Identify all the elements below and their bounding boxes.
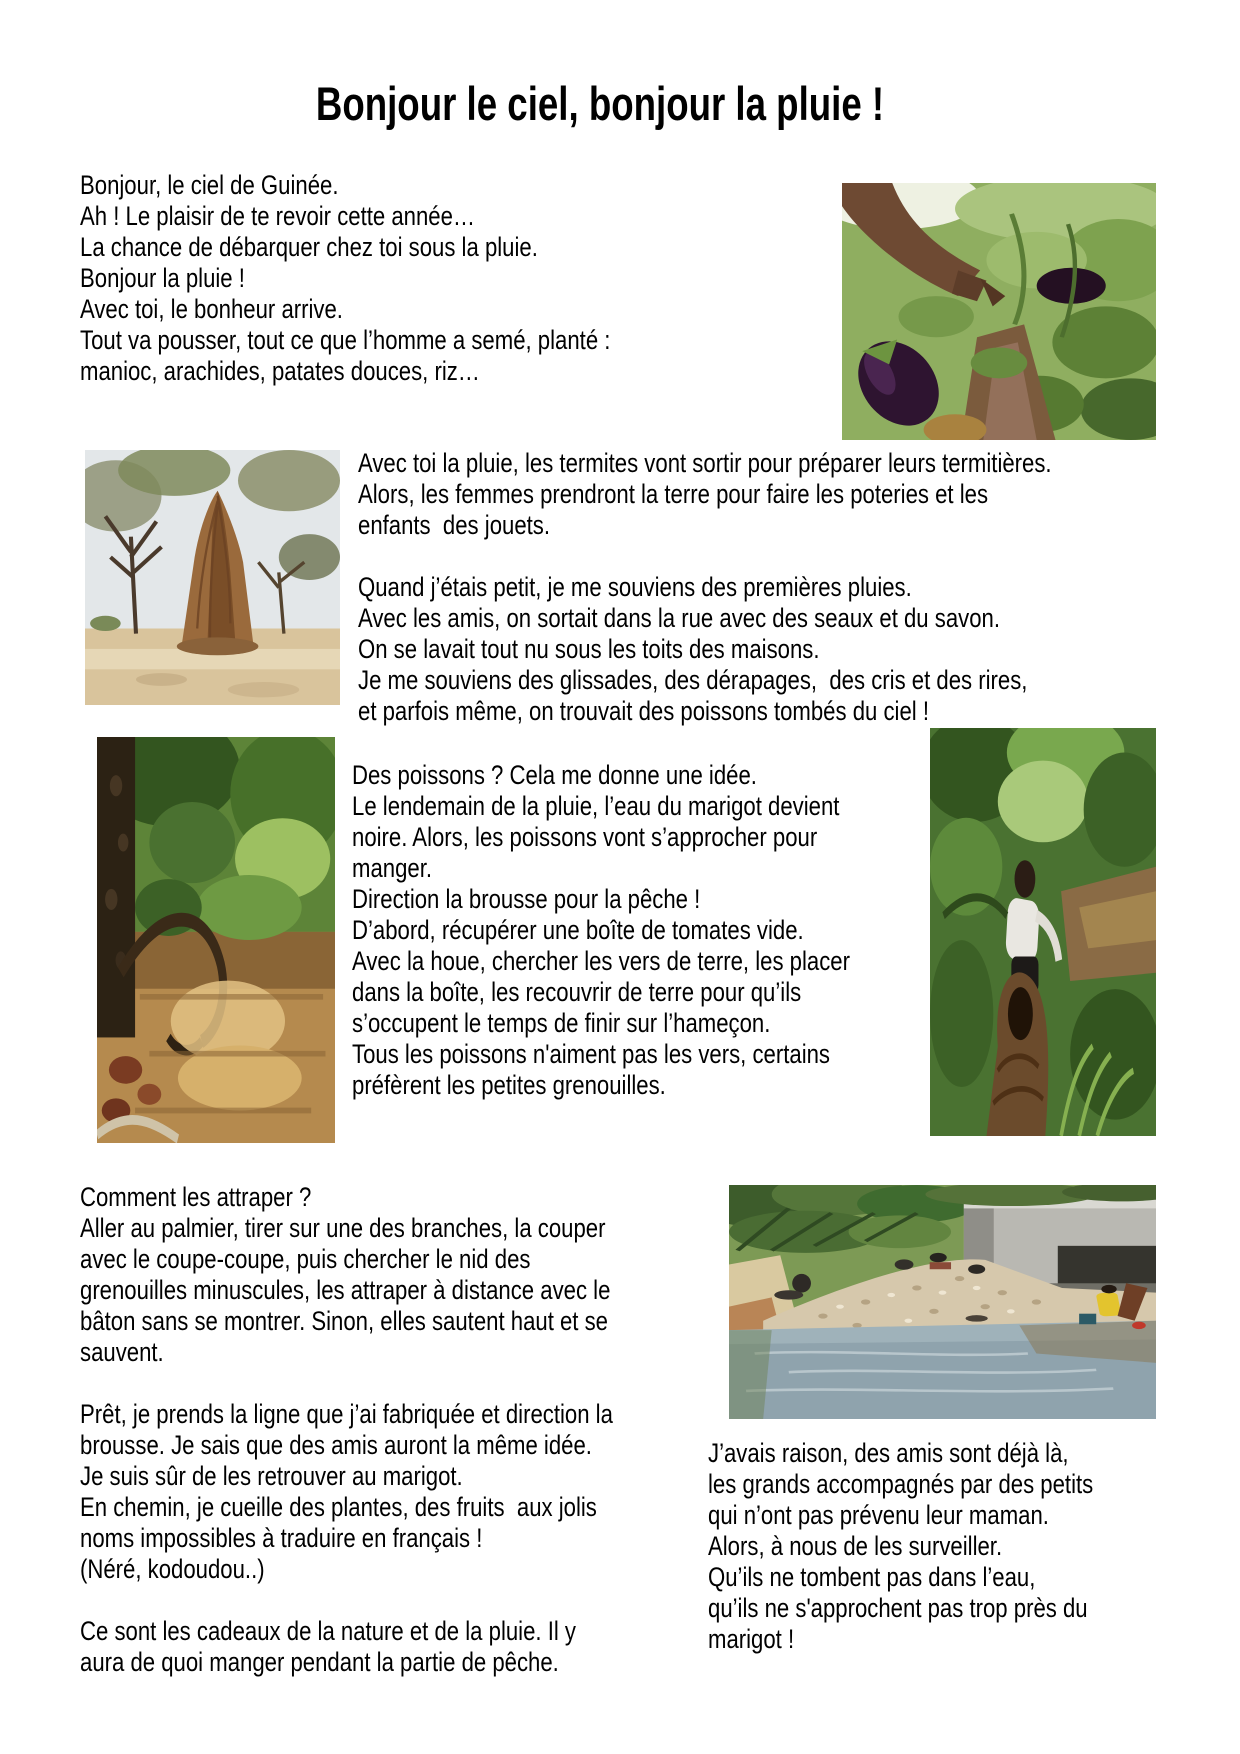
text-line: avec le coupe-coupe, puis chercher le nid des [80, 1244, 531, 1274]
marigot-flooded-forest-photo [97, 737, 335, 1143]
text-line: D’abord, récupérer une boîte de tomates vide. [352, 915, 804, 945]
text-line: Quand j’étais petit, je me souviens des premières pluies. [358, 572, 912, 602]
text-line: Avec toi la pluie, les termites vont sortir pour préparer leurs termitières. [358, 448, 1052, 478]
text-line: et parfois même, on trouvait des poissons tombés du ciel ! [358, 696, 930, 726]
garden-eggplant-illustration [842, 183, 1156, 440]
text-line: les grands accompagnés par des petits [708, 1469, 1094, 1499]
text-line: Alors, à nous de les surveiller. [708, 1531, 1003, 1561]
text-line [80, 1585, 613, 1616]
text-line: J’avais raison, des amis sont déjà là, [708, 1438, 1069, 1468]
text-line: Ah ! Le plaisir de te revoir cette année… [80, 201, 476, 231]
text-line: manioc, arachides, patates douces, riz… [80, 356, 480, 386]
text-line: grenouilles minuscules, les attraper à distance avec le [80, 1275, 611, 1305]
text-line: bâton sans se montrer. Sinon, elles sautent haut et se [80, 1306, 609, 1336]
text-line: En chemin, je cueille des plantes, des fruits aux jolis [80, 1492, 597, 1522]
text-line: Comment les attraper ? [80, 1182, 312, 1212]
paragraph-termites-memories [358, 448, 1052, 727]
paragraph-fishing-idea [352, 760, 850, 1101]
text-line: Direction la brousse pour la pêche ! [352, 884, 701, 914]
paragraph-catching-frogs [80, 1182, 613, 1678]
termite-mound-photo [85, 450, 340, 705]
text-line: enfants des jouets. [358, 510, 551, 540]
text-line: noire. Alors, les poissons vont s’approcher pour [352, 822, 818, 852]
text-line: Tout va pousser, tout ce que l’homme a semé, planté : [80, 325, 611, 355]
text-line: qui n’ont pas prévenu leur maman. [708, 1500, 1049, 1530]
text-line: Ce sont les cadeaux de la nature et de la pluie. Il y [80, 1616, 577, 1646]
text-line: Aller au palmier, tirer sur une des branches, la couper [80, 1213, 606, 1243]
text-line: Bonjour, le ciel de Guinée. [80, 170, 339, 200]
text-line: préfèrent les petites grenouilles. [352, 1070, 666, 1100]
text-line [80, 1368, 613, 1399]
text-line: Avec la houe, chercher les vers de terre, les placer [352, 946, 850, 976]
page-title: Bonjour le ciel, bonjour la pluie ! [315, 77, 885, 130]
text-line: Je suis sûr de les retrouver au marigot. [80, 1461, 463, 1491]
paragraph-friends-marigot [708, 1438, 1093, 1655]
text-line: Avec les amis, on sortait dans la rue avec des seaux et du savon. [358, 603, 1001, 633]
text-line: Avec toi, le bonheur arrive. [80, 294, 343, 324]
text-line: Des poissons ? Cela me donne une idée. [352, 760, 757, 790]
termite-mound-illustration [85, 450, 340, 705]
text-line: Le lendemain de la pluie, l’eau du marigot devient [352, 791, 840, 821]
garden-eggplant-photo [842, 183, 1156, 440]
text-line: Alors, les femmes prendront la terre pour faire les poteries et les [358, 479, 989, 509]
text-line: Tous les poissons n'aiment pas les vers, certains [352, 1039, 831, 1069]
river-bridge-photo [729, 1185, 1156, 1419]
boy-by-stream-photo [930, 728, 1156, 1136]
text-line: manger. [352, 853, 433, 883]
text-line: Je me souviens des glissades, des dérapages, des cris et des rires, [358, 665, 1028, 695]
river-bridge-illustration [729, 1185, 1156, 1419]
text-line: noms impossibles à traduire en français ! [80, 1523, 483, 1553]
text-line: qu’ils ne s'approchent pas trop près du [708, 1593, 1088, 1623]
text-line: La chance de débarquer chez toi sous la pluie. [80, 232, 538, 262]
text-line: Prêt, je prends la ligne que j’ai fabriquée et direction la [80, 1399, 613, 1429]
text-line: marigot ! [708, 1624, 795, 1654]
text-line: aura de quoi manger pendant la partie de pêche. [80, 1647, 559, 1677]
marigot-illustration [97, 737, 335, 1143]
text-line: dans la boîte, les recouvrir de terre pour qu’ils [352, 977, 802, 1007]
text-line: (Néré, kodoudou..) [80, 1554, 265, 1584]
text-line: Qu’ils ne tombent pas dans l’eau, [708, 1562, 1036, 1592]
paragraph-intro [80, 170, 610, 387]
text-line: On se lavait tout nu sous les toits des maisons. [358, 634, 820, 664]
text-line: s’occupent le temps de finir sur l’hameçon. [352, 1008, 771, 1038]
text-line [358, 541, 1052, 572]
text-line: brousse. Je sais que des amis auront la même idée. [80, 1430, 592, 1460]
text-line: Bonjour la pluie ! [80, 263, 245, 293]
text-line: sauvent. [80, 1337, 164, 1367]
boy-by-stream-illustration [930, 728, 1156, 1136]
